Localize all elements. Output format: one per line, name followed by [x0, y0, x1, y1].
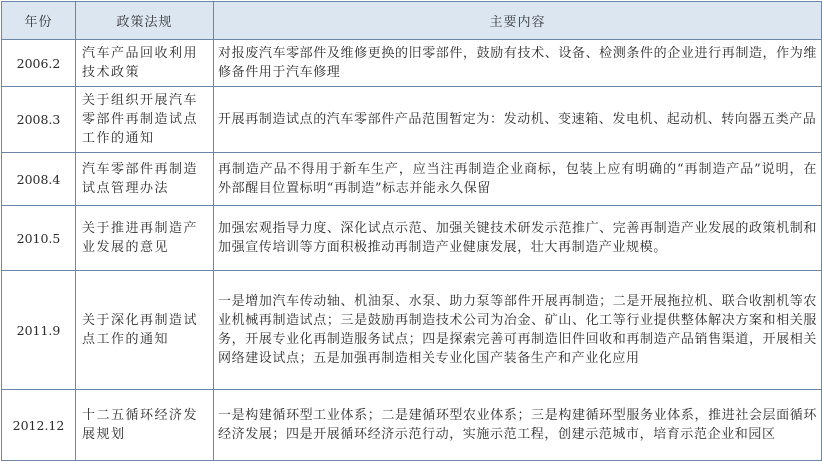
table-header-row	[2, 2, 822, 40]
content-cell: 再制造产品不得用于新车生产，应当注再制造企业商标，包装上应有明确的“再制造产品”说明，在外部醒目位置标明“再制造”标志并能永久保留	[214, 153, 822, 206]
year-cell: 2010.5	[2, 206, 76, 271]
policy-cell: 汽车产品回收利用技术政策	[76, 40, 214, 87]
policy-cell: 关于推进再制造产业发展的意见	[76, 206, 214, 271]
table-row	[2, 40, 822, 87]
content-cell: 一是增加汽车传动轴、机油泵、水泵、助力泵等部件开展再制造；二是开展拖拉机、联合收割机等农业机械再制造试点；三是鼓励再制造技术公司为冶金、矿山、化工等行业提供整体解决方案和相关服务，开展专业化再制造服务试点；四是探索完善可再制造旧件回收和再制造产品销售渠道，开展相关网络建设试点；五是加强再制造相关专业化国产装备生产和产业化应用	[214, 271, 822, 390]
table-row	[2, 271, 822, 390]
policy-cell: 关于组织开展汽车零部件再制造试点工作的通知	[76, 87, 214, 153]
policy-table	[1, 1, 822, 461]
header-year: 年份	[2, 2, 76, 40]
content-cell: 一是构建循环型工业体系；二是建循环型农业体系；三是构建循环型服务业体系，推进社会层面循环经济发展；四是开展循环经济示范行动，实施示范工程，创建示范城市，培育示范企业和园区	[214, 390, 822, 461]
content-cell: 开展再制造试点的汽车零部件产品范围暂定为：发动机、变速箱、发电机、起动机、转向器五类产品	[214, 87, 822, 153]
year-cell: 2008.3	[2, 87, 76, 153]
table-row	[2, 153, 822, 206]
content-cell: 对报废汽车零部件及维修更换的旧零部件，鼓励有技术、设备、检测条件的企业进行再制造，作为维修备件用于汽车修理	[214, 40, 822, 87]
year-cell: 2008.4	[2, 153, 76, 206]
policy-table-sheet	[1, 1, 821, 459]
year-cell: 2006.2	[2, 40, 76, 87]
header-policy: 政策法规	[76, 2, 214, 40]
policy-cell: 汽车零部件再制造试点管理办法	[76, 153, 214, 206]
policy-cell: 十二五循环经济发展规划	[76, 390, 214, 461]
year-cell: 2011.9	[2, 271, 76, 390]
policy-cell: 关于深化再制造试点工作的通知	[76, 271, 214, 390]
content-cell: 加强宏观指导力度、深化试点示范、加强关键技术研发示范推广、完善再制造产业发展的政策机制和加强宣传培训等方面积极推动再制造产业健康发展，壮大再制造产业规模。	[214, 206, 822, 271]
table-row	[2, 206, 822, 271]
table-row	[2, 390, 822, 461]
header-content: 主要内容	[214, 2, 822, 40]
year-cell: 2012.12	[2, 390, 76, 461]
table-row	[2, 87, 822, 153]
